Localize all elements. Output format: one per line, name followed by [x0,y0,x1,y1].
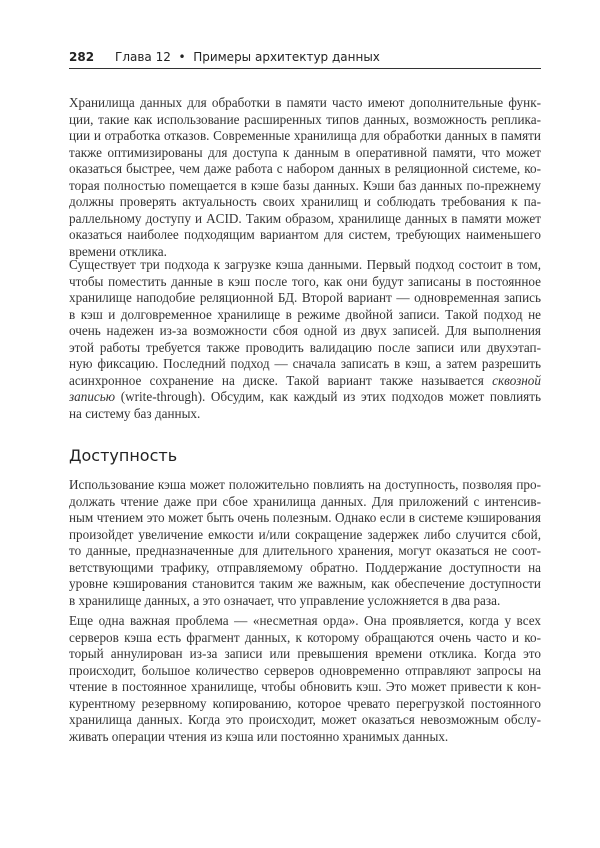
text-line [69,389,541,406]
text-line: должны проверять актуальность своих хранилищ и соблюдать требования к па- [69,194,541,209]
text-line: ветствующими трафику, отправляемому обратно. Поддержание доступности на [69,559,541,575]
text-line: оказаться быстрее, чем даже работа с набором данных в реляционной системе, ко- [69,161,541,176]
text-line: времени отклика. [69,243,167,259]
text-fragment: асинхронное сохранение на диске. Такой вариант также называется [69,372,484,388]
text-line: Хранилища данных для обработки в памяти часто имеют дополнительные функ- [69,95,541,110]
text-line: Еще одна важная проблема — «несметная орда». Она проявляется, когда у всех [69,613,541,628]
chapter-title: Глава 12 • Примеры архитектур данных [115,50,380,64]
text-line: на систему баз данных. [69,405,201,421]
text-line [69,373,541,390]
text-line: курентному резервному копированию, которое чревато перегрузкой постоянного [69,695,541,711]
section-heading: Доступность [69,446,178,465]
text-line: чтение в постоянное хранилище, чтобы обновить кэш. Это может привести к кон- [69,679,541,694]
text-line: ную фиксацию. Последний подход — сначала записать в кэш, а затем разрешить [69,356,541,371]
text-line: торый аннулирован из-за записи или превышения времени отклика. Когда это [69,646,541,661]
italic-term: сквозной [492,372,541,388]
text-line: живать операции чтения из кэша или постоянно хранимых данных. [69,728,449,744]
text-line: хранилище наподобие реляционной БД. Второй вариант — одновременная запись [69,290,541,305]
text-line: уровне кэширования становится таким же важным, как обеспечение доступности [69,576,541,591]
text-line: происходит, большое количество серверов одновременно отправляют запросы на [69,662,541,678]
text-fragment: (write-through). Обсудим, как каждый из этих подходов может повлиять [120,389,541,404]
text-line: ции и отработка отказов. Современные хранилища для обработки данных в памяти [69,128,541,143]
text-line: раллельному доступу и ACID. Таким образом, хранилище данных в памяти может [69,210,541,226]
paragraph-cache-loading [69,257,541,422]
text-line: хранилища данных. Когда это происходит, может оказаться невозможным обслу- [69,712,541,727]
paragraph-thundering-herd [69,613,541,745]
text-line: чтобы поместить данные в кэш после того, как они будут записаны в постоянное [69,273,541,289]
running-header [69,49,541,67]
text-line: в кэш и долговременное хранилище в режиме двойной записи. Такой подход не [69,306,541,322]
page-number: 282 [69,50,95,64]
text-line: произойдет увеличение емкости и/или сокращение задержек либо случится сбой, [69,526,541,542]
text-line: ным чтением это может быть очень полезным. Однако если в системе кэширования [69,510,541,525]
text-line: ции, такие как использование расширенных типов данных, возможность реплика- [69,111,541,127]
text-line: Использование кэша может положительно повлиять на доступность, позволяя про- [69,477,541,492]
header-rule [69,68,541,69]
italic-term: записью [69,389,116,404]
text-line: то данные, предназначенные для длительного хранения, могут оказаться не соот- [69,543,541,558]
text-line: серверов кэша есть фрагмент данных, к которому обращаются очень часто и ко- [69,629,541,645]
paragraph-availability [69,477,541,609]
text-line: торая полностью помещается в кэше базы данных. Кэши баз данных по-прежнему [69,177,541,193]
text-line: оказаться наиболее подходящим вариантом для систем, требующих наименьшего [69,227,541,242]
text-line: в хранилище данных, а это означает, что управление усложняется в два раза. [69,592,501,608]
text-line: очень надежен из-за возможности сбоя одной из двух записей. Для выполнения [69,323,541,338]
text-line: Существует три подхода к загрузке кэша данными. Первый подход состоит в том, [69,257,541,272]
paragraph-in-memory-stores [69,95,541,260]
text-line: должать чтение даже при сбое хранилища данных. Для приложений с интенсив- [69,493,541,509]
text-line: этой работы требуется также проводить валидацию после записи или двухэтап- [69,339,541,355]
text-line: также оптимизированы для доступа к данным в оперативной памяти, что может [69,144,541,160]
